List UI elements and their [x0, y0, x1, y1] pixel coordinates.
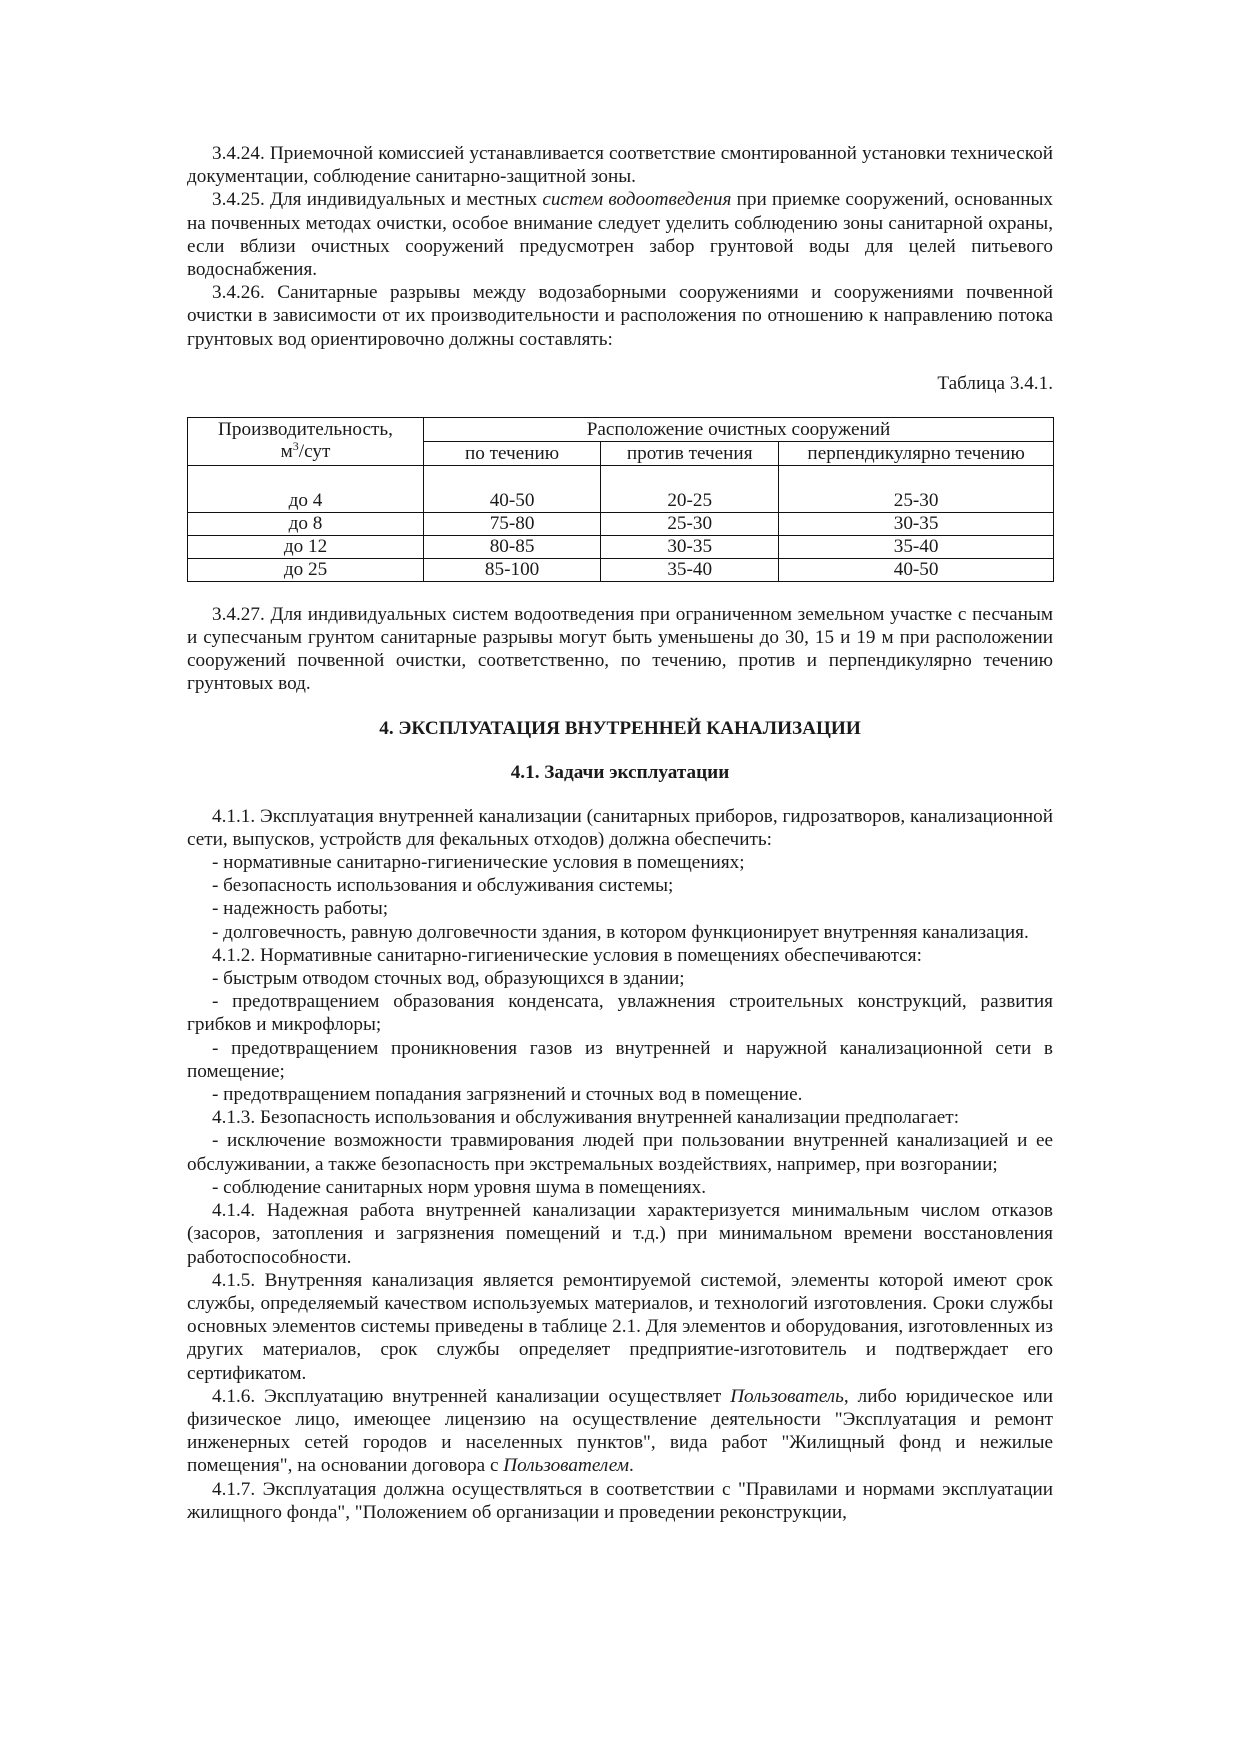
- paragraph-4-1-7: 4.1.7. Эксплуатация должна осуществляться в соответствии с "Правилами и нормами эксплуатации жилищного фонда", "Положением об организации и проведении реконструкции,: [187, 1478, 1053, 1523]
- header-capacity-label: Производительность,: [218, 418, 393, 440]
- table-cell: до 4: [188, 465, 424, 512]
- paragraph-4-1-2: 4.1.2. Нормативные санитарно-гигиенические условия в помещениях обеспечиваются:: [212, 944, 922, 966]
- list-item: - предотвращением попадания загрязнений и сточных вод в помещение.: [212, 1084, 803, 1106]
- list-item: - предотвращением проникновения газов из внутренней и наружной канализационной сети в помещение;: [187, 1037, 1053, 1082]
- table-subheader: перпендикулярно течению: [779, 441, 1054, 465]
- section-title: 4. ЭКСПЛУАТАЦИЯ ВНУТРЕННЕЙ КАНАЛИЗАЦИИ: [379, 717, 861, 739]
- table-cell: 25-30: [601, 512, 779, 535]
- list-item: - безопасность использования и обслуживания системы;: [212, 875, 674, 897]
- list-item: - быстрым отводом сточных вод, образующихся в здании;: [212, 968, 685, 990]
- table-header-location: Расположение очистных сооружений: [424, 417, 1054, 441]
- paragraph-3-4-25: [187, 188, 1053, 281]
- table-cell: до 8: [188, 512, 424, 535]
- paragraph-3-4-27: 3.4.27. Для индивидуальных систем водоотведения при ограниченном земельном участке с песчаным и супесчаным грунтом санитарные разрывы могут быть уменьшены до 30, 15 и 19 м при расположении сооружений почвенной очистки, соответственно, по течению, против и перпендикулярно течению грунтовых вод.: [187, 603, 1053, 695]
- table-cell: до 25: [188, 558, 424, 581]
- list-item: - исключение возможности травмирования людей при пользовании внутренней канализацией и ее обслуживании, а также безопасность при экстремальных воздействиях, например, при возгорании;: [187, 1130, 1053, 1175]
- paragraph-4-1-6: [187, 1385, 1053, 1478]
- text-run: 4.1.6. Эксплуатацию внутренней канализации осуществляет: [212, 1385, 731, 1407]
- table-cell: 35-40: [601, 558, 779, 581]
- table-row: [188, 465, 1054, 512]
- text-run: .: [629, 1455, 634, 1477]
- list-item: - долговечность, равную долговечности здания, в котором функционирует внутренняя канализация.: [212, 921, 1029, 943]
- table-cell: 40-50: [424, 465, 601, 512]
- table-row: [188, 512, 1054, 535]
- table-cell: 30-35: [779, 512, 1054, 535]
- header-unit: м: [280, 440, 293, 462]
- text-run: 3.4.25. Для индивидуальных и местных: [212, 189, 543, 211]
- list-item: - предотвращением образования конденсата, увлажнения строительных конструкций, развития грибков и микрофлоры;: [187, 991, 1053, 1036]
- table-header-row: [188, 417, 1054, 441]
- table-subheader: по течению: [424, 441, 601, 465]
- table-cell: 40-50: [779, 558, 1054, 581]
- table-subheader: против течения: [601, 441, 779, 465]
- table-cell: 20-25: [601, 465, 779, 512]
- table-cell: до 12: [188, 535, 424, 558]
- list-item: - нормативные санитарно-гигиенические условия в помещениях;: [212, 852, 745, 874]
- sanitary-gaps-table: [187, 417, 1054, 582]
- italic-term: Пользователь: [730, 1385, 844, 1407]
- table-cell: 80-85: [424, 535, 601, 558]
- paragraph-3-4-26: 3.4.26. Санитарные разрывы между водозаборными сооружениями и сооружениями почвенной очистки в зависимости от их производительности и расположения по отношению к направлению потока грунтовых вод ориентировочно должны составлять:: [187, 282, 1053, 350]
- document-page: [187, 142, 1053, 1524]
- text-run: , либо юридическое или физическое лицо, имеющее лицензию на осуществление деятельности "Эксплуатация и ремонт инженерных сетей городов и населенных пунктов", вида работ "Жилищный фонд и нежилые помещения", на основании договора с: [187, 1385, 1053, 1477]
- table-row: [188, 558, 1054, 581]
- paragraph-4-1-4: 4.1.4. Надежная работа внутренней канализации характеризуется минимальным числом отказов (засоров, затопления и загрязнения помещений и т.д.) при минимальном времени восстановления работоспособности.: [187, 1200, 1053, 1268]
- table-cell: 35-40: [779, 535, 1054, 558]
- italic-term: Пользователем: [503, 1455, 629, 1477]
- header-unit-rest: /сут: [298, 440, 331, 462]
- table-cell: 75-80: [424, 512, 601, 535]
- list-item: - надежность работы;: [212, 898, 389, 920]
- paragraph-4-1-3: 4.1.3. Безопасность использования и обслуживания внутренней канализации предполагает:: [212, 1107, 960, 1129]
- paragraph-4-1-1: 4.1.1. Эксплуатация внутренней канализации (санитарных приборов, гидрозатворов, канализационной сети, выпусков, устройств для фекальных отходов) должна обеспечить:: [187, 805, 1053, 850]
- table-header-capacity: [188, 417, 424, 465]
- table-cell: 30-35: [601, 535, 779, 558]
- text-run: при приемке сооружений, основанных на почвенных методах очистки, особое внимание следует уделить соблюдению зоны санитарной охраны, если вблизи очистных сооружений предусмотрен забор грунтовой воды для целей питьевого водоснабжения.: [187, 189, 1053, 281]
- table-cell: 25-30: [779, 465, 1054, 512]
- header-unit-sup: 3: [292, 438, 299, 453]
- paragraph-3-4-24: 3.4.24. Приемочной комиссией устанавливается соответствие смонтированной установки технической документации, соблюдение санитарно-защитной зоны.: [187, 143, 1053, 188]
- table-cell: 85-100: [424, 558, 601, 581]
- list-item: - соблюдение санитарных норм уровня шума в помещениях.: [212, 1176, 707, 1198]
- subsection-title: 4.1. Задачи эксплуатации: [510, 761, 730, 783]
- table-row: [188, 535, 1054, 558]
- italic-term: систем водоотведения: [542, 189, 732, 211]
- table-caption: Таблица 3.4.1.: [937, 372, 1053, 394]
- paragraph-4-1-5: 4.1.5. Внутренняя канализация является ремонтируемой системой, элементы которой имеют срок службы, определяемый качеством используемых материалов, и технологий изготовления. Сроки службы основных элементов системы приведены в таблице 2.1. Для элементов и оборудования, изготовленных из других материалов, срок службы определяет предприятие-изготовитель и подтверждает его сертификатом.: [187, 1269, 1053, 1384]
